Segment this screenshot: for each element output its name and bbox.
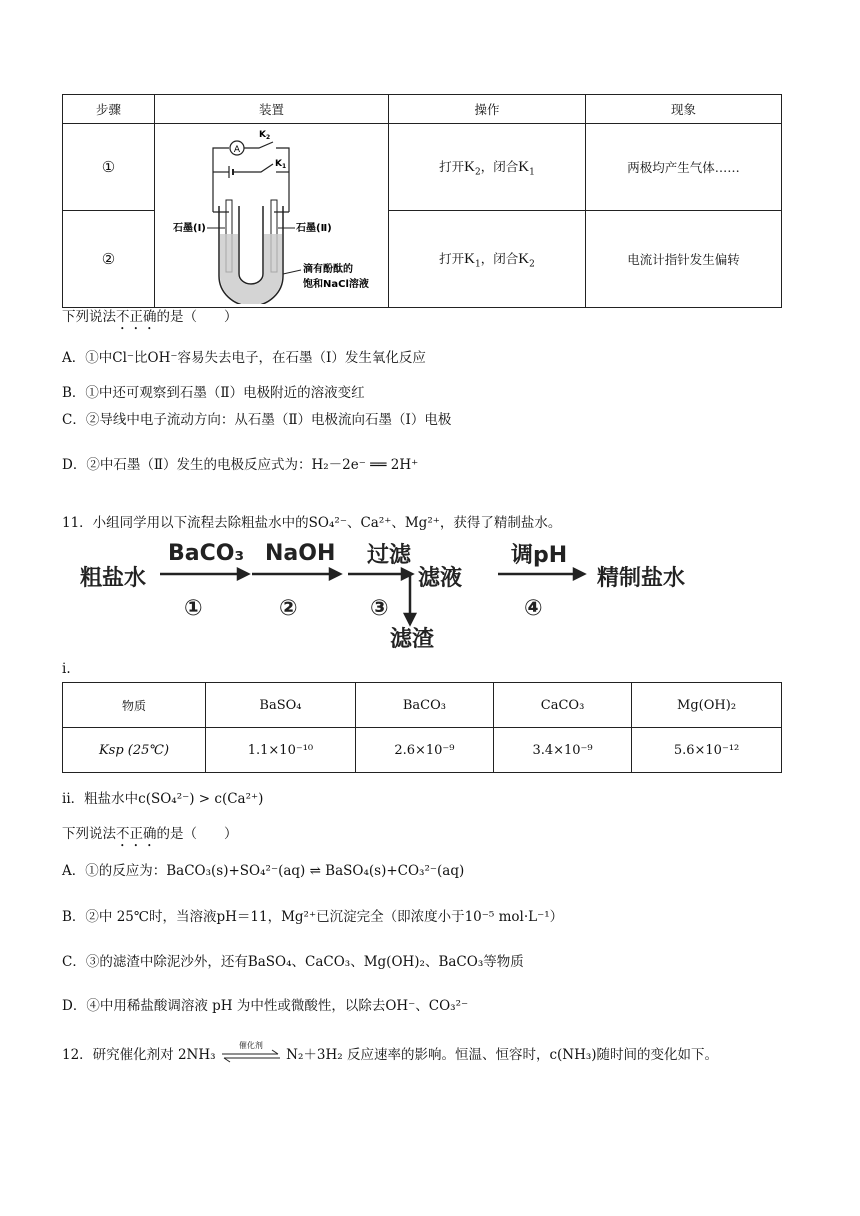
ammeter-label: A (233, 145, 241, 155)
prompt-text: 下列说法 (62, 309, 116, 325)
ksp-row-label: Ksp (25℃) (63, 728, 206, 773)
q11-prompt (62, 822, 238, 850)
solution-label-1: 滴有酚酞的 (303, 264, 353, 275)
flow-step-1: ① (184, 596, 203, 621)
substance-cell: BaCO₃ (355, 683, 493, 728)
flow-step-4: ④ (524, 596, 543, 621)
q11-note-i: i. (62, 661, 71, 677)
q11-note-ii: ii．粗盐水中c(SO₄²⁻) > c(Ca²⁺) (62, 791, 264, 807)
q10-option-a: A．①中Cl⁻比OH⁻容易失去电子，在石墨（Ⅰ）发生氧化反应 (62, 350, 426, 366)
flow-step-3: ③ (370, 596, 389, 621)
left-electrode-label: 石墨(Ⅰ) (173, 223, 206, 234)
k2-label: $K_2$ (259, 130, 271, 141)
q10-option-b: B．①中还可观察到石墨（Ⅱ）电极附近的溶液变红 (62, 385, 365, 401)
table-row (63, 683, 782, 728)
op-k: K (464, 250, 476, 267)
q10-option-d: D．②中石墨（Ⅱ）发生的电极反应式为：H₂－2e⁻ ══ 2H⁺ (62, 457, 419, 473)
operation-cell (389, 210, 586, 307)
ksp-value-cell: 1.1×10⁻¹⁰ (206, 728, 356, 773)
flow-step-2: ② (279, 596, 298, 621)
op-k-sub: 1 (529, 167, 535, 178)
ksp-value-cell: 5.6×10⁻¹² (632, 728, 782, 773)
ksp-value-cell: 3.4×10⁻⁹ (493, 728, 631, 773)
ksp-value-cell: 2.6×10⁻⁹ (355, 728, 493, 773)
operation-cell (389, 124, 586, 211)
flow-reagent-4: 调pH (511, 543, 568, 568)
k1-label: $K_1$ (275, 159, 287, 170)
q10-prompt (62, 305, 238, 333)
purification-flowchart (62, 538, 722, 660)
switch-k1-icon (233, 164, 273, 172)
equilibrium-arrow-icon (220, 1040, 282, 1063)
catalyst-label: 催化剂 (238, 1040, 263, 1050)
flow-reagent-1: BaCO₃ (168, 541, 245, 566)
header-operation: 操作 (389, 95, 586, 124)
flow-residue: 滤渣 (390, 627, 435, 652)
apparatus-cell (155, 124, 389, 308)
q10-option-c: C．②导线中电子流动方向：从石墨（Ⅱ）电极流向石墨（Ⅰ）电极 (62, 412, 452, 428)
op-k-sub: 2 (529, 259, 535, 270)
flow-reagent-2: NaOH (265, 541, 336, 566)
solution-label-2: 饱和NaCl溶液 (303, 279, 369, 290)
substance-cell: BaSO₄ (206, 683, 356, 728)
prompt-text: 的是（ ） (156, 309, 238, 325)
phenomenon-cell: 电流计指针发生偏转 (586, 210, 782, 307)
flow-start: 粗盐水 (80, 566, 147, 591)
q11-stem: 11．小组同学用以下流程去除粗盐水中的SO₄²⁻、Ca²⁺、Mg²⁺，获得了精制盐水。 (62, 515, 562, 531)
header-step: 步骤 (63, 95, 155, 124)
op-text: ，闭合 (480, 250, 519, 266)
electrolysis-apparatus-diagram (155, 124, 388, 304)
q12-stem (62, 1040, 719, 1063)
table-row (63, 124, 782, 211)
op-text: 打开 (439, 250, 465, 266)
flow-end: 精制盐水 (597, 566, 686, 591)
q12-text: 12．研究催化剂对 2NH₃ (62, 1047, 216, 1063)
op-k: K (518, 158, 530, 175)
phenomenon-cell: 两极均产生气体…… (586, 124, 782, 211)
flow-filtrate: 滤液 (418, 566, 463, 591)
prompt-text: 下列说法 (62, 826, 116, 842)
prompt-text: 的是（ ） (156, 826, 238, 842)
prompt-emphasis: 不正确 (116, 826, 157, 842)
step-cell: ① (63, 124, 155, 211)
op-k-sub: 2 (475, 167, 481, 178)
op-k-sub: 1 (475, 259, 481, 270)
table-header-row (63, 95, 782, 124)
header-phenomenon: 现象 (586, 95, 782, 124)
right-electrode-label: 石墨(Ⅱ) (296, 223, 332, 234)
q11-option-c: C．③的滤渣中除泥沙外，还有BaSO₄、CaCO₃、Mg(OH)₂、BaCO₃等物质 (62, 954, 524, 970)
step-cell: ② (63, 210, 155, 307)
flow-reagent-3: 过滤 (367, 543, 412, 568)
q12-text: N₂＋3H₂ 反应速率的影响。恒温、恒容时，c(NH₃)随时间的变化如下。 (286, 1047, 719, 1063)
ksp-table (62, 682, 782, 773)
op-text: 打开 (439, 158, 465, 174)
op-k: K (464, 158, 476, 175)
prompt-emphasis: 不正确 (116, 309, 157, 325)
q11-option-d: D．④中用稀盐酸调溶液 pH 为中性或微酸性，以除去OH⁻、CO₃²⁻ (62, 998, 469, 1014)
header-apparatus: 装置 (155, 95, 389, 124)
op-text: ，闭合 (480, 158, 519, 174)
substance-cell: CaCO₃ (493, 683, 631, 728)
ksp-header-label: 物质 (63, 683, 206, 728)
table-row (63, 728, 782, 773)
q11-option-b: B．②中 25℃时，当溶液pH＝11，Mg²⁺已沉淀完全（即浓度小于10⁻⁵ mol·L⁻¹） (62, 909, 564, 925)
experiment-table (62, 94, 782, 308)
q11-option-a: A．①的反应为：BaCO₃(s)+SO₄²⁻(aq) ⇌ BaSO₄(s)+CO₃²⁻(aq) (62, 863, 465, 879)
solution-liquid (220, 234, 282, 304)
substance-cell: Mg(OH)₂ (632, 683, 782, 728)
op-k: K (518, 250, 530, 267)
